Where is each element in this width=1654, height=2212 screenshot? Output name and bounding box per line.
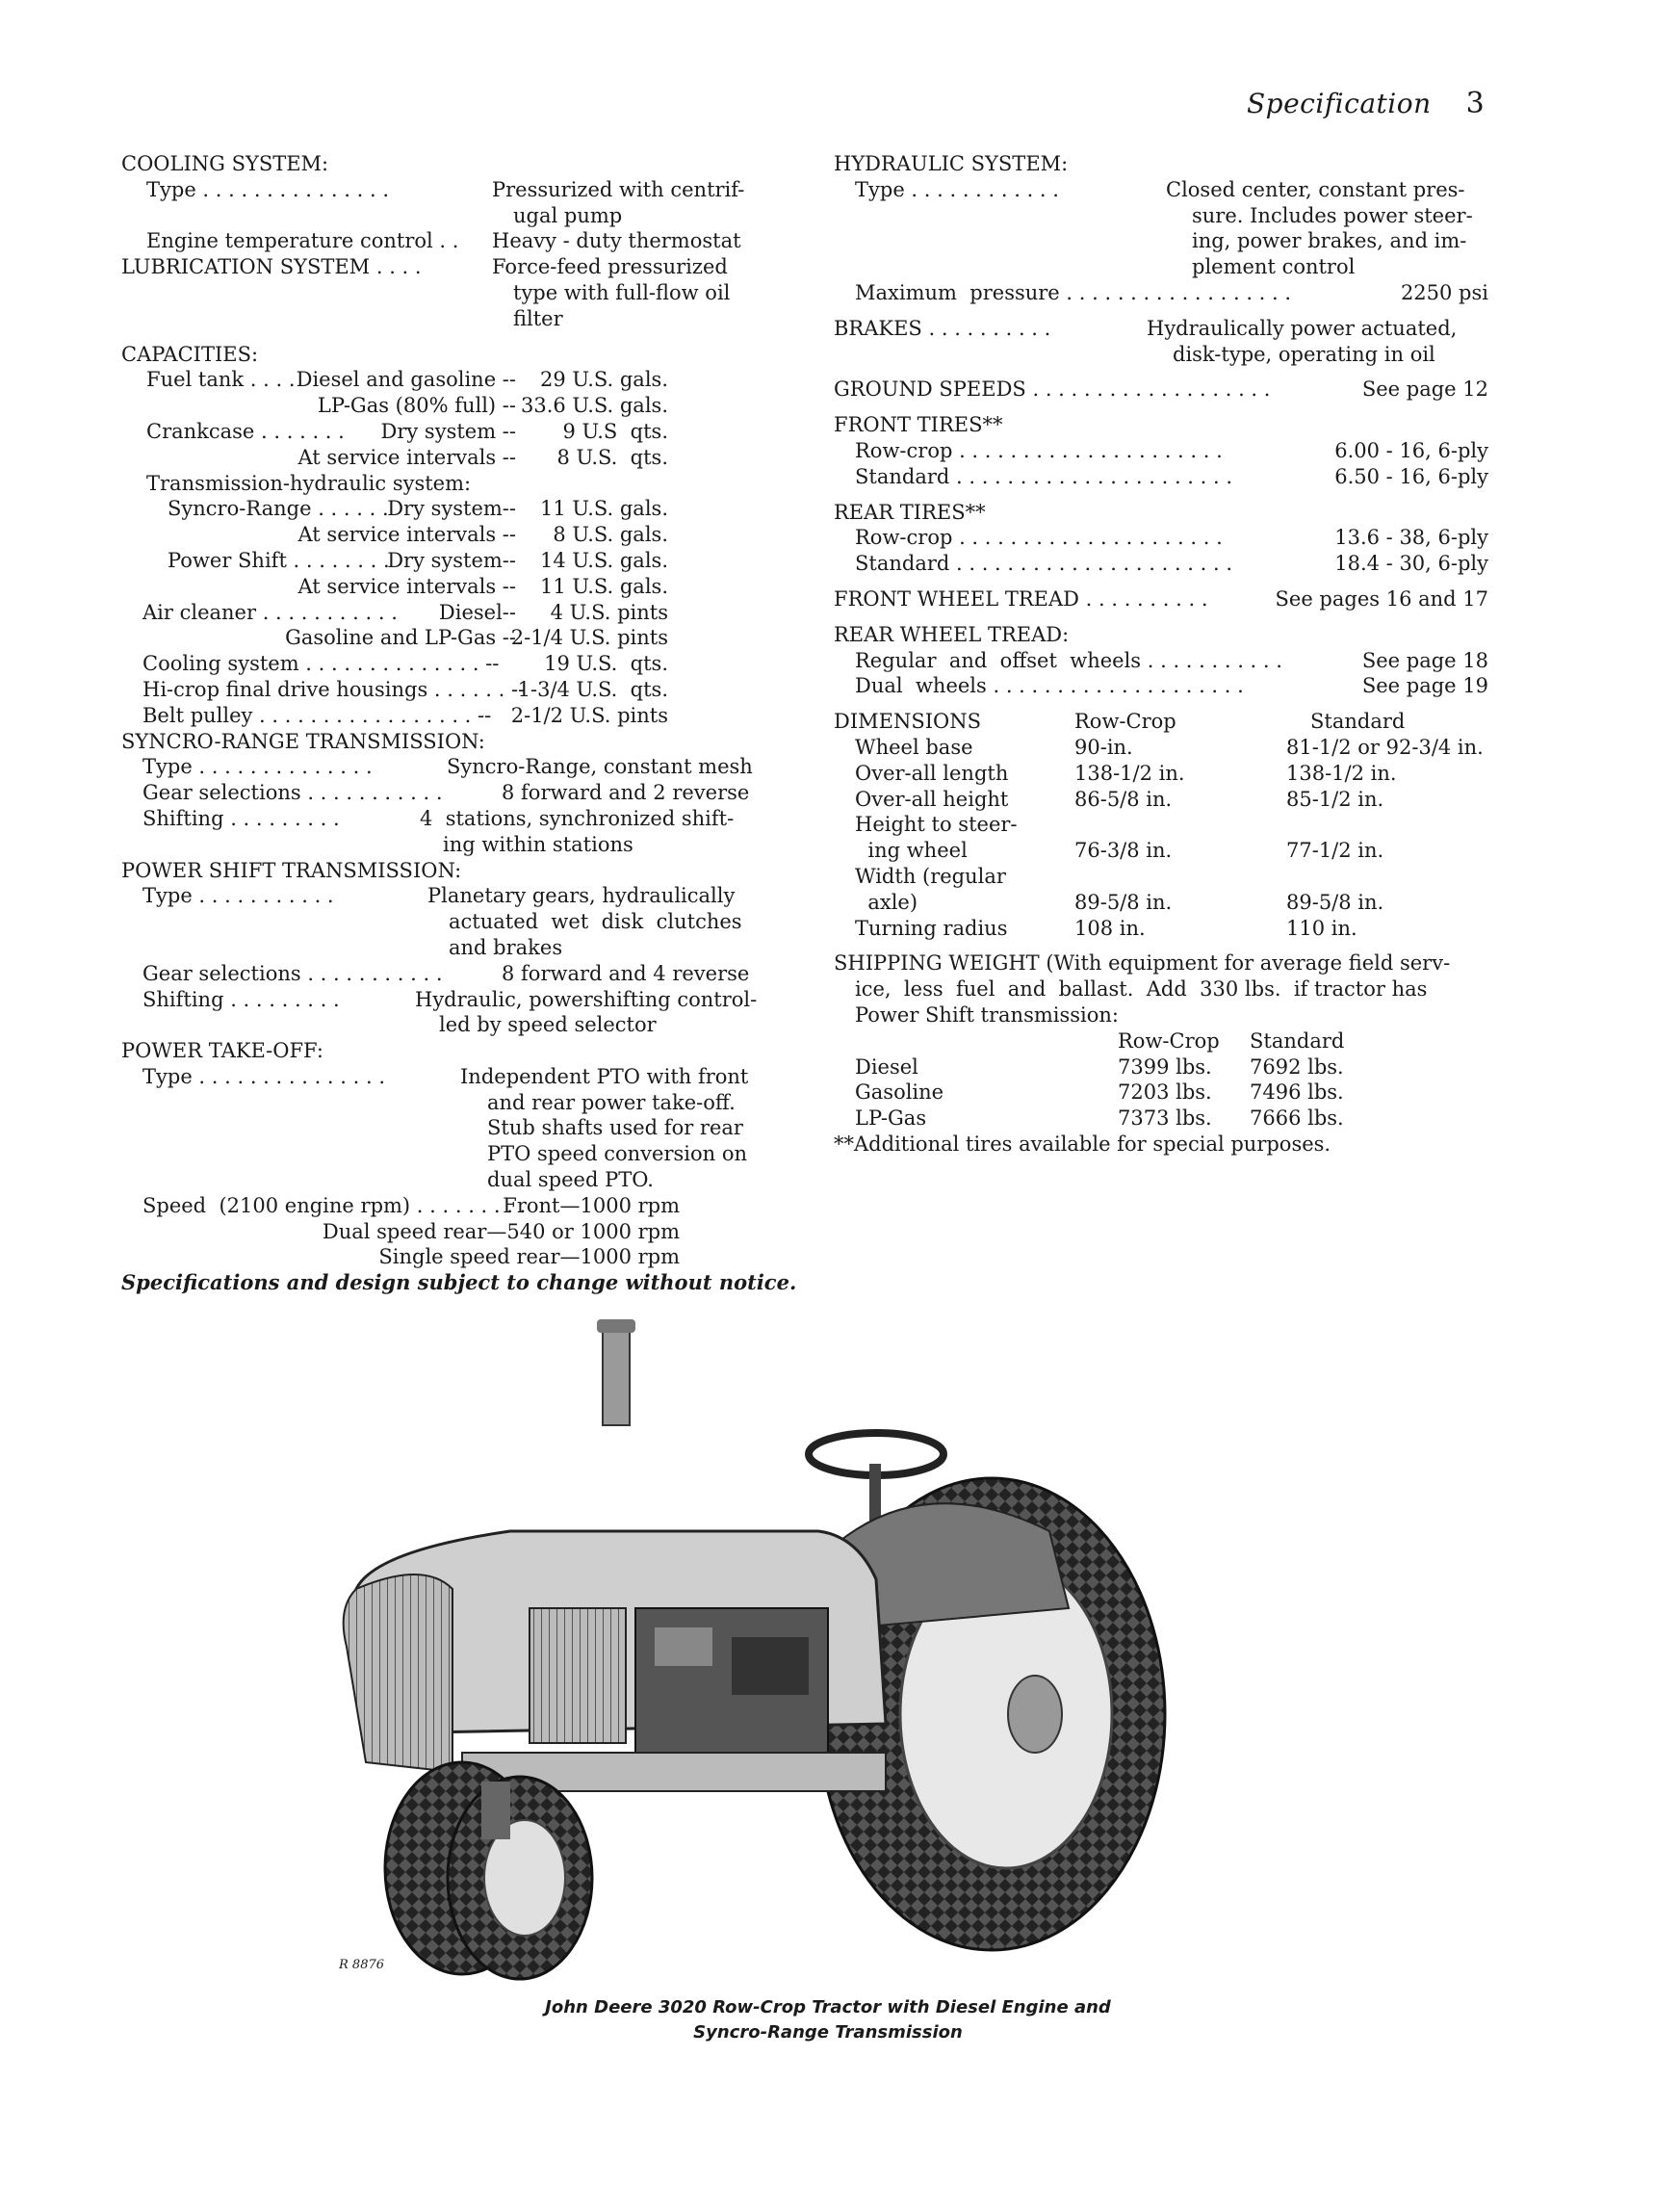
dimensions-header: DIMENSIONS Row-Crop Standard [834, 710, 1406, 734]
dimensions-table [834, 735, 1488, 941]
design-notice: Specifications and design subject to change without notice. [121, 1270, 797, 1295]
syncro-range-capacity-row: Syncro-Range . . . . . . Dry system-- 11 U.S. gals. [168, 497, 668, 521]
dimension-row: axle) 89-5/8 in. 89-5/8 in. [855, 890, 1384, 914]
dimension-row: Over-all length 138-1/2 in. 138-1/2 in. [855, 761, 1397, 785]
exhaust-stack [603, 1319, 630, 1425]
section-title: Specification [1247, 88, 1432, 119]
air-cleaner-row: Air cleaner . . . . . . . . . . . Diesel-- 4 U.S. pints [142, 600, 668, 624]
shipping-row: Diesel 7399 lbs. 7692 lbs. [855, 1054, 1344, 1079]
side-grille [530, 1608, 626, 1743]
dimension-row: Height to steer- [855, 813, 1018, 837]
tractor-illustration [318, 1319, 1280, 1993]
cooling-type-row: Type . . . . . . . . . . . . . . . Pressurized with centrif- [146, 177, 745, 201]
shipping-row: LP-Gas 7373 lbs. 7666 lbs. [855, 1106, 1344, 1131]
dimension-row: ing wheel 76-3/8 in. 77-1/2 in. [855, 839, 1384, 863]
hydraulic-title: HYDRAULIC SYSTEM: [834, 152, 1069, 175]
tires-note: **Additional tires available for special purposes. [834, 1132, 1331, 1156]
figure-caption: John Deere 3020 Row-Crop Tractor with Diesel Engine and Syncro-Range Transmission [545, 1997, 1111, 2043]
max-pressure-row: Maximum pressure . . . . . . . . . . . . . . . . . . 2250 psi [855, 280, 1488, 304]
rear-wheel-tread-title: REAR WHEEL TREAD: [834, 622, 1070, 646]
belt-pulley-row: Belt pulley . . . . . . . . . . . . . . . . . -- 2-1/2 U.S. pints [142, 703, 668, 727]
cooling-capacity-row: Cooling system . . . . . . . . . . . . . . -- 19 U.S. qts. [142, 652, 668, 676]
dimension-row: Width (regular [855, 864, 1006, 888]
dimension-row: Over-all height 86-5/8 in. 85-1/2 in. [855, 787, 1384, 811]
cooling-title: COOLING SYSTEM: [121, 152, 329, 175]
figure-reference: R 8876 [339, 1958, 385, 1972]
capacities-title: CAPACITIES: [121, 342, 259, 366]
right-column: HYDRAULIC SYSTEM: Type . . . . . . . . . . . . Closed center, constant pres- sure. Includes power steer- ing, power brakes, and im- plement control Maximum pressure . . . . . . . . . . . . . . . . . . 2250 psi BRAKES . . . . . . . . . . Hydraulically power actuated, disk-type, operating in oil GROUND SPEEDS . . . . . . . . . . . . . . . . . . . See page 12 FRONT TIRES** Row-crop . . . . . . . . . . . . . . . . . . . . . 6.00 - 16, 6-ply Standard . . . . . . . . . . . . . . . . . . . . . . 6.50 - 16, 6-ply REAR TIRES** Row-crop . . . . . . . . . . . . . . . . . . . . . 13.6 - 38, 6-ply Standard . . . . . . . . . . . . . . . . . . . . . . 18.4 - 30, 6-ply FRONT WHEEL TREAD . . . . . . . . . . See pages 16 and 17 REAR WHEEL TREAD: Regular and offset wheels . . . . . . . . . . . See page 18 Dual wheels . . . . . . . . . . . . . . . . . . . . See page 19 DIMENSIONS Row-Crop Standard Wheel base 90-in. 81-1/2 or 92-3/4 in. Over-all length 138-1/2 in. 138-1/2 in. Over-all height 86-5/8 in. 85-1/2 in. Height to steer- ing wheel 76-3/8 in. 77-1/2 in. Width (regular axle) 89-5/8 in. 89-5/8 in. Turning radius 108 in. 110 in. SHIPPING WEIGHT (With equipment for average field serv- ice, less fuel and ballast. Add 330 lbs. if tractor has Power Shift transmission: Row-Crop Standard Diesel 7399 lbs. 7692 lbs. Gasoline 7203 lbs. 7496 lbs. LP-Gas 7373 lbs. 7666 lbs. **Additional tires available for special purposes. [834, 152, 1488, 1156]
front-wheel-tread-row: FRONT WHEEL TREAD . . . . . . . . . . See pages 16 and 17 [834, 586, 1488, 611]
lubrication-row: LUBRICATION SYSTEM . . . . Force-feed pressurized [121, 255, 728, 279]
engine-temp-row: Engine temperature control . . Heavy - duty thermostat [146, 229, 741, 253]
left-column: COOLING SYSTEM: Type . . . . . . . . . . . . . . . Pressurized with centrif- ugal pump Engine temperature control . . Heavy - duty thermostat LUBRICATION SYSTEM . . . . Force-feed pressurized type with full-flow oil filter CAPACITIES: Fuel tank . . . . Diesel and gasoline -- 29 U.S. gals. LP-Gas (80% full) -- 33.6 U.S. gals. Crankcase . . . . . . . Dry system -- 9 U.S qts. At service intervals -- 8 U.S. qts. Transmission-hydraulic system: Syncro-Range . . . . . . Dry system-- 11 U.S. gals. At service intervals -- 8 U.S. gals. Power Shift . . . . . . . . Dry system-- 14 U.S. gals. At service intervals -- 11 U.S. gals. Air cleaner . . . . . . . . . . . Diesel-- 4 U.S. pints Gasoline and LP-Gas -- 2-1/4 U.S. pints Cooling system . . . . . . . . . . . . . . -- 19 U.S. qts. Hi-crop final drive housings . . . . . . -- 1-3/4 U.S. qts. Belt pulley . . . . . . . . . . . . . . . . . -- 2-1/2 U.S. pints SYNCRO-RANGE TRANSMISSION: Type . . . . . . . . . . . . . . Syncro-Range, constant mesh Gear selections . . . . . . . . . . . 8 forward and 2 reverse Shifting . . . . . . . . . 4 stations, synchronized shift- ing within stations POWER SHIFT TRANSMISSION: Type . . . . . . . . . . . Planetary gears, hydraulically actuated wet disk clutches and brakes Gear selections . . . . . . . . . . . 8 forward and 4 reverse Shifting . . . . . . . . . Hydraulic, powershifting control- led by speed selector POWER TAKE-OFF: Type . . . . . . . . . . . . . . . Independent PTO with front and rear power take-off. Stub shafts used for rear PTO speed conversion on dual speed PTO. Speed (2100 engine rpm) . . . . . . . . . Front—1000 rpm Dual speed rear—540 or 1000 rpm Single speed rear—1000 rpm Specifications and design subject to change without notice. [121, 152, 797, 1295]
fuel-tank-row: Fuel tank . . . . Diesel and gasoline -- 29 U.S. gals. [146, 368, 668, 392]
shipping-row: Gasoline 7203 lbs. 7496 lbs. [855, 1080, 1344, 1105]
page-header [1247, 87, 1485, 120]
ground-speeds-row: GROUND SPEEDS . . . . . . . . . . . . . . . . . . . See page 12 [834, 377, 1488, 402]
page-number: 3 [1465, 87, 1486, 120]
rear-tires-title: REAR TIRES** [834, 500, 986, 524]
front-tires-title: FRONT TIRES** [834, 413, 1003, 437]
hi-crop-row: Hi-crop final drive housings . . . . . . -- 1-3/4 U.S. qts. [142, 677, 668, 701]
front-grille [344, 1574, 452, 1772]
power-shift-capacity-row: Power Shift . . . . . . . . Dry system-- 14 U.S. gals. [168, 548, 668, 572]
dimension-row: Wheel base 90-in. 81-1/2 or 92-3/4 in. [855, 735, 1484, 759]
pto-speed-row: Speed (2100 engine rpm) . . . . . . . . . Front—1000 rpm [142, 1193, 680, 1217]
syncro-trans-title: SYNCRO-RANGE TRANSMISSION: [121, 729, 485, 753]
dimension-row: Turning radius 108 in. 110 in. [855, 916, 1357, 940]
brakes-row: BRAKES . . . . . . . . . . Hydraulically power actuated, [834, 316, 1458, 340]
shipping-table [834, 1054, 1488, 1132]
pto-title: POWER TAKE-OFF: [121, 1039, 323, 1063]
crankcase-row: Crankcase . . . . . . . Dry system -- 9 U.S qts. [146, 419, 668, 443]
power-shift-title: POWER SHIFT TRANSMISSION: [121, 858, 462, 882]
shipping-header: Row-Crop Standard [1118, 1028, 1345, 1053]
